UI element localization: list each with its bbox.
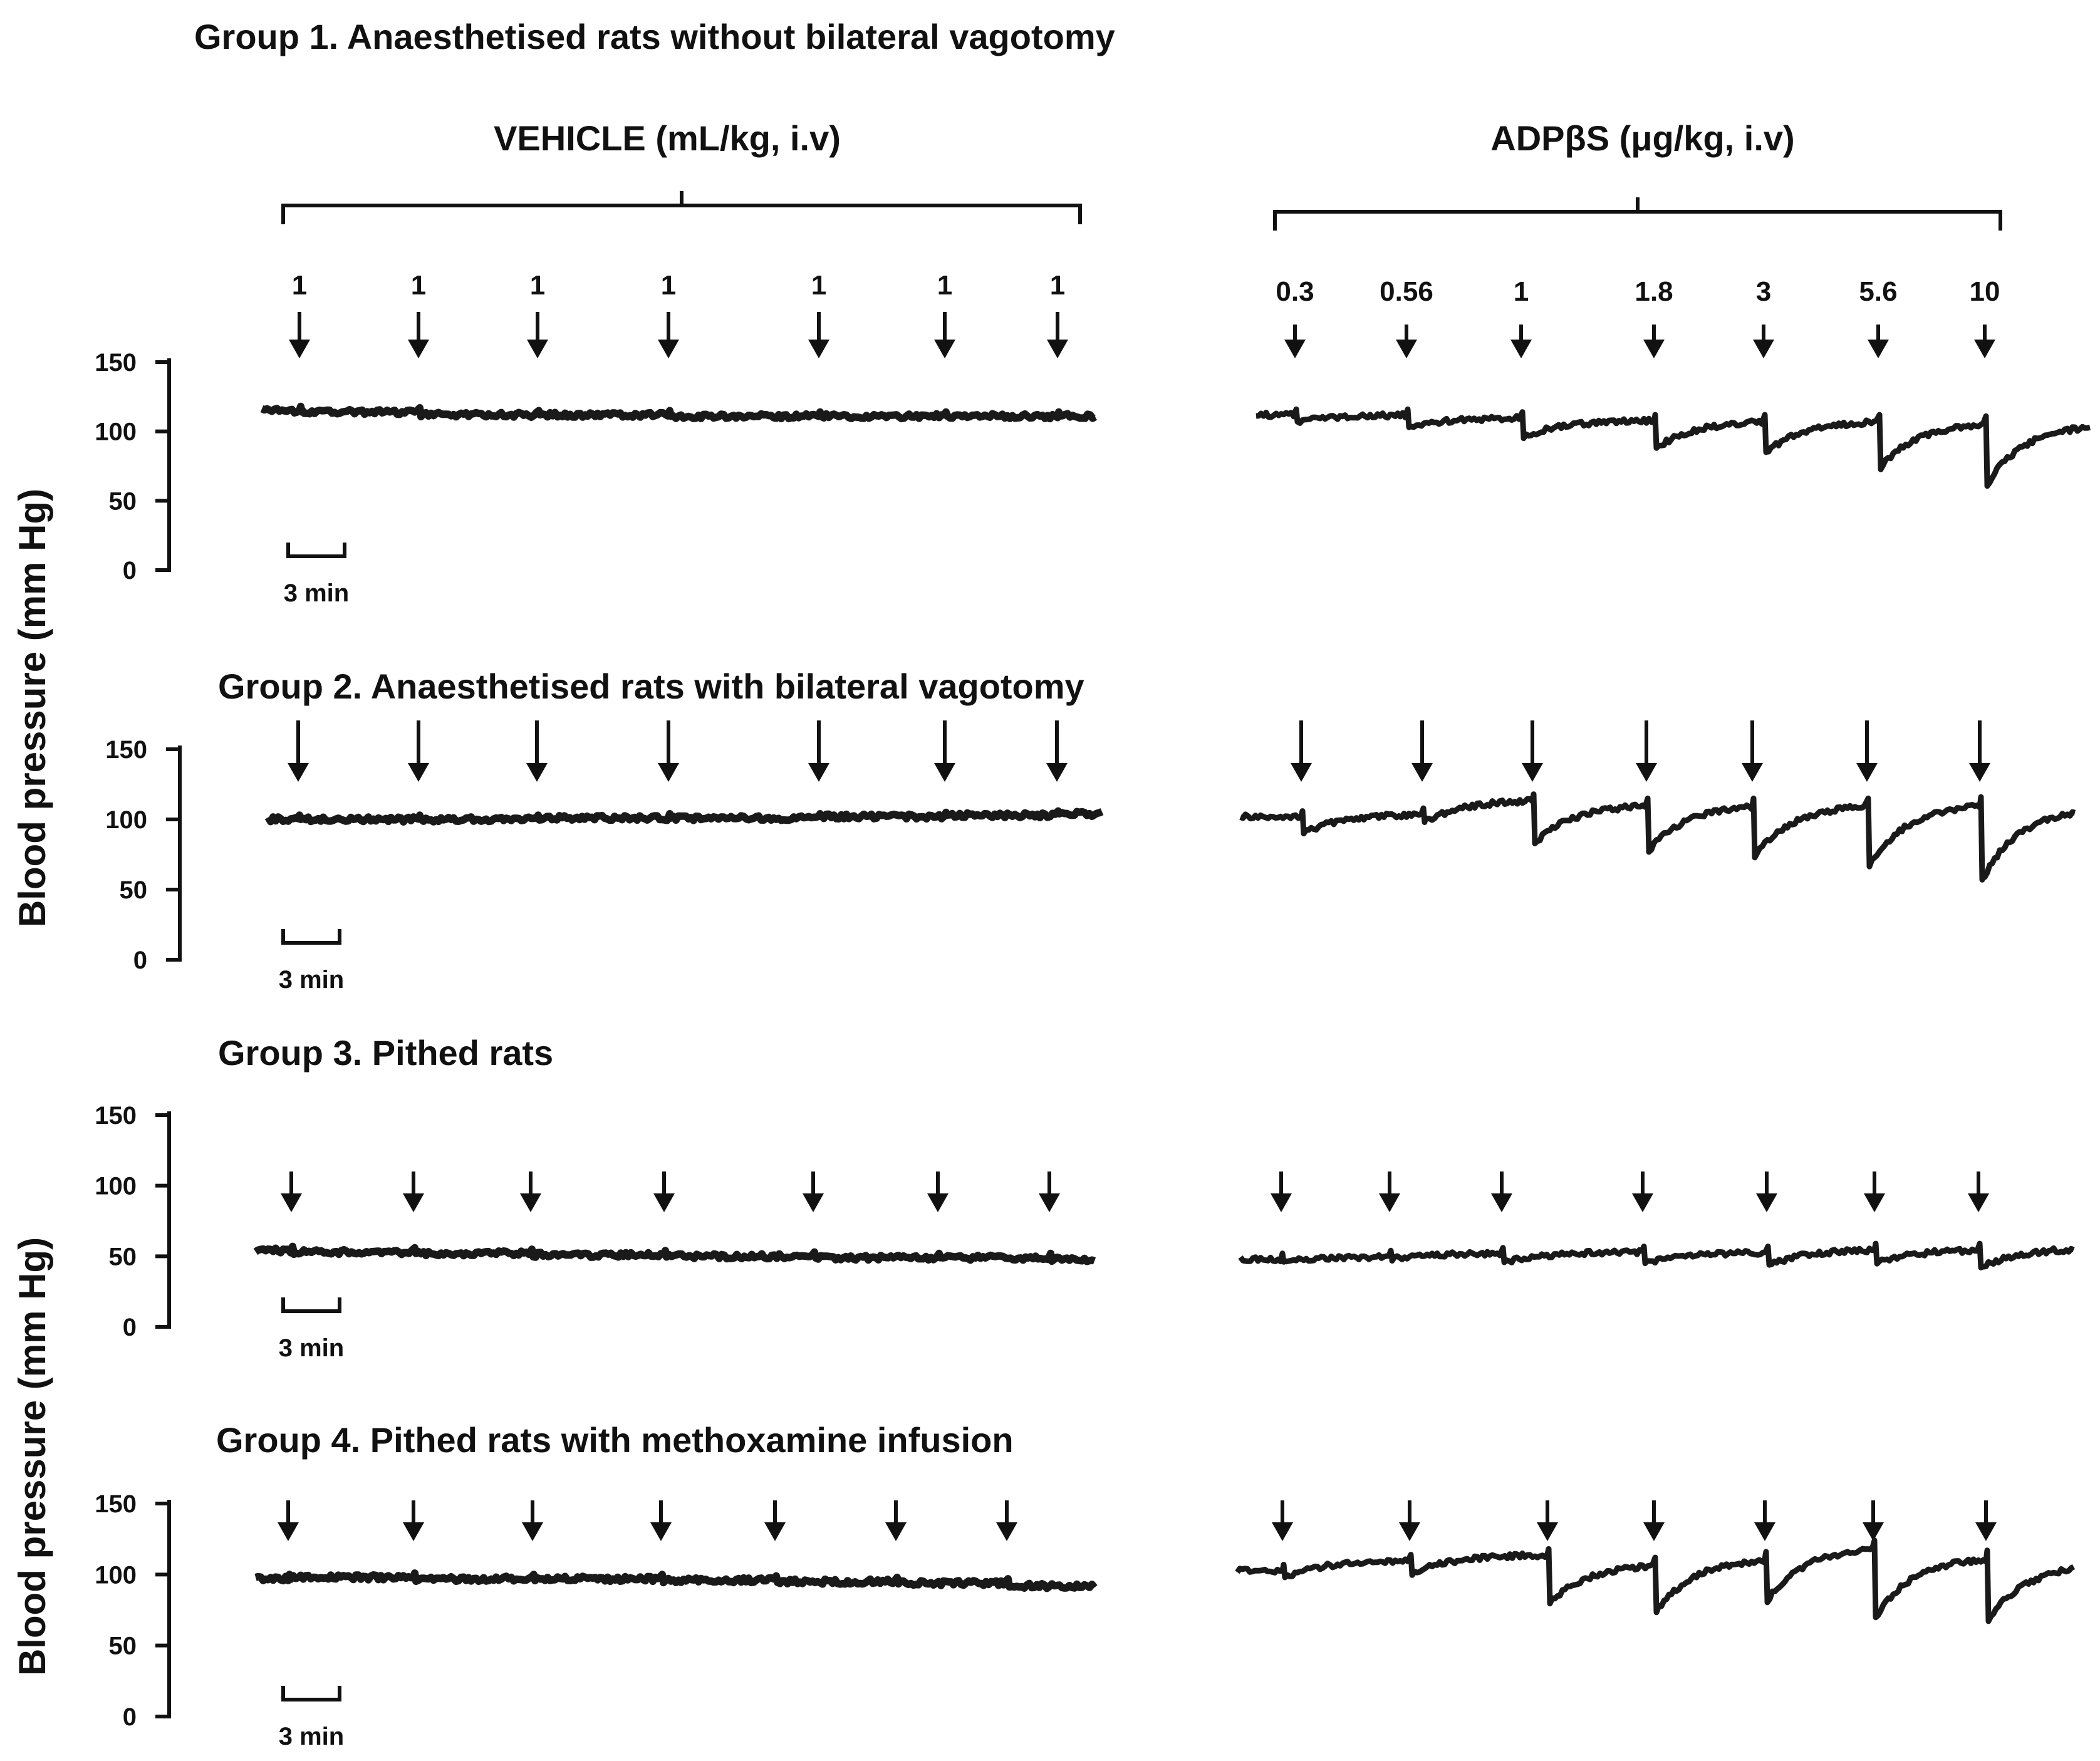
adp-bracket [1275,197,2000,231]
time-scale-bar-label: 3 min [278,1334,345,1362]
adp-injection-arrow [1284,340,1306,358]
adp-injection-arrow [1411,763,1433,782]
vehicle-dose-label: 1 [660,270,677,301]
y-tick-label: 100 [95,1172,137,1200]
y-tick-label: 100 [95,418,137,446]
adp-injection-arrow [1522,763,1543,782]
adp-injection-arrow [1969,763,1990,782]
y-tick-label: 150 [105,736,147,764]
vehicle-injection-arrow [885,1522,907,1541]
time-scale-bar-label: 3 min [278,1723,345,1750]
vehicle-injection-arrow [281,1193,302,1212]
y-tick-label: 0 [122,1314,137,1341]
vehicle-injection-arrow [996,1522,1017,1541]
vehicle-injection-arrow [803,1193,824,1212]
vehicle-injection-arrow [408,763,429,782]
group-4-panel [95,1490,2074,1750]
vehicle-bp-trace [268,811,1102,822]
adp-dose-label: 1.8 [1635,276,1673,307]
vehicle-injection-arrow [653,1193,675,1212]
time-scale-bar [288,543,345,556]
time-scale-bar-label: 3 min [278,966,345,994]
vehicle-injection-arrow [522,1522,543,1541]
vehicle-dose-label: 1 [937,270,953,301]
group-2-panel [105,720,2075,994]
vehicle-bp-trace [256,1573,1094,1588]
adp-injection-arrow [1271,1193,1292,1212]
adp-dose-label: 0.56 [1380,276,1433,307]
adp-bp-trace [1240,1244,2074,1267]
adp-injection-arrow [1742,763,1763,782]
adp-injection-arrow [1643,340,1665,358]
adp-section-label: ADPβS (μg/kg, i.v) [1490,118,1795,158]
time-scale-bar [283,1297,340,1311]
y-tick-label: 0 [122,1703,137,1731]
adp-injection-arrow [1632,1193,1653,1212]
y-axis-label-lower: Blood pressure (mm Hg) [11,1237,53,1676]
y-tick-label: 100 [105,806,147,834]
y-tick-label: 50 [108,1243,137,1271]
adp-injection-arrow [1868,340,1889,358]
adp-injection-arrow [1636,763,1657,782]
adp-injection-arrow [1379,1193,1400,1212]
vehicle-dose-label: 1 [291,270,308,301]
vehicle-injection-arrow [658,340,679,358]
y-tick-label: 150 [95,1490,137,1518]
vehicle-injection-arrow [927,1193,949,1212]
vehicle-injection-arrow [764,1522,786,1541]
adp-injection-arrow [1756,1193,1777,1212]
vehicle-injection-arrow [408,340,429,358]
adp-dose-label: 1 [1513,276,1529,307]
vehicle-dose-label: 1 [1049,270,1066,301]
vehicle-injection-arrow [934,763,955,782]
adp-injection-arrow [1491,1193,1512,1212]
adp-injection-arrow [1291,763,1312,782]
adp-bp-trace [1240,794,2075,880]
vehicle-dose-label: 1 [811,270,827,301]
time-scale-bar [283,1686,340,1700]
group-2-title: Group 2. Anaesthetised rats with bilateral vagotomy [218,667,1084,706]
time-scale-bar [283,929,340,943]
y-axis-label-upper: Blood pressure (mm Hg) [11,488,53,928]
group-4-title: Group 4. Pithed rats with methoxamine infusion [216,1420,1014,1460]
time-scale-bar-label: 3 min [283,579,350,607]
vehicle-injection-arrow [1039,1193,1060,1212]
vehicle-dose-label: 1 [529,270,546,301]
adp-dose-label: 0.3 [1276,276,1314,307]
adp-injection-arrow [1537,1522,1558,1541]
group-3-panel [95,1102,2074,1362]
y-tick-label: 50 [119,876,147,904]
group-1-title: Group 1. Anaesthetised rats without bilateral vagotomy [194,17,1115,56]
vehicle-bp-trace [256,1247,1094,1262]
vehicle-injection-arrow [527,340,548,358]
y-tick-label: 50 [108,1632,137,1660]
adp-dose-label: 5.6 [1859,276,1898,307]
vehicle-injection-arrow [1046,763,1068,782]
y-tick-label: 150 [95,1102,137,1130]
y-tick-label: 150 [95,349,137,377]
vehicle-injection-arrow [526,763,548,782]
vehicle-injection-arrow [520,1193,541,1212]
vehicle-injection-arrow [288,763,309,782]
vehicle-injection-arrow [403,1193,424,1212]
adp-dose-label: 3 [1755,276,1772,307]
y-tick-label: 0 [122,557,137,584]
adp-bp-trace [1256,409,2090,486]
vehicle-injection-arrow [278,1522,299,1541]
vehicle-injection-arrow [808,340,829,358]
group-1-panel [95,270,2090,607]
vehicle-injection-arrow [403,1522,424,1541]
adp-injection-arrow [1396,340,1417,358]
adp-injection-arrow [1510,340,1532,358]
vehicle-bp-trace [262,407,1095,418]
adp-injection-arrow [1643,1522,1665,1541]
adp-injection-arrow [1975,1522,1997,1541]
vehicle-injection-arrow [650,1522,672,1541]
adp-injection-arrow [1272,1522,1293,1541]
adp-bp-trace [1237,1540,2074,1621]
adp-dose-label: 10 [1969,276,2000,307]
vehicle-injection-arrow [808,763,829,782]
vehicle-dose-label: 1 [410,270,427,301]
group-3-title: Group 3. Pithed rats [218,1033,554,1073]
adp-injection-arrow [1864,1193,1885,1212]
adp-injection-arrow [1753,340,1774,358]
vehicle-injection-arrow [658,763,679,782]
vehicle-injection-arrow [934,340,955,358]
adp-injection-arrow [1399,1522,1420,1541]
adp-injection-arrow [1856,763,1878,782]
vehicle-injection-arrow [1047,340,1068,358]
y-tick-label: 0 [133,947,147,974]
vehicle-section-label: VEHICLE (mL/kg, i.v) [494,118,841,158]
adp-injection-arrow [1974,340,1995,358]
adp-injection-arrow [1754,1522,1775,1541]
y-tick-label: 50 [108,487,137,516]
vehicle-bracket [283,191,1080,224]
adp-injection-arrow [1968,1193,1989,1212]
vehicle-injection-arrow [289,340,310,358]
y-tick-label: 100 [95,1561,137,1589]
